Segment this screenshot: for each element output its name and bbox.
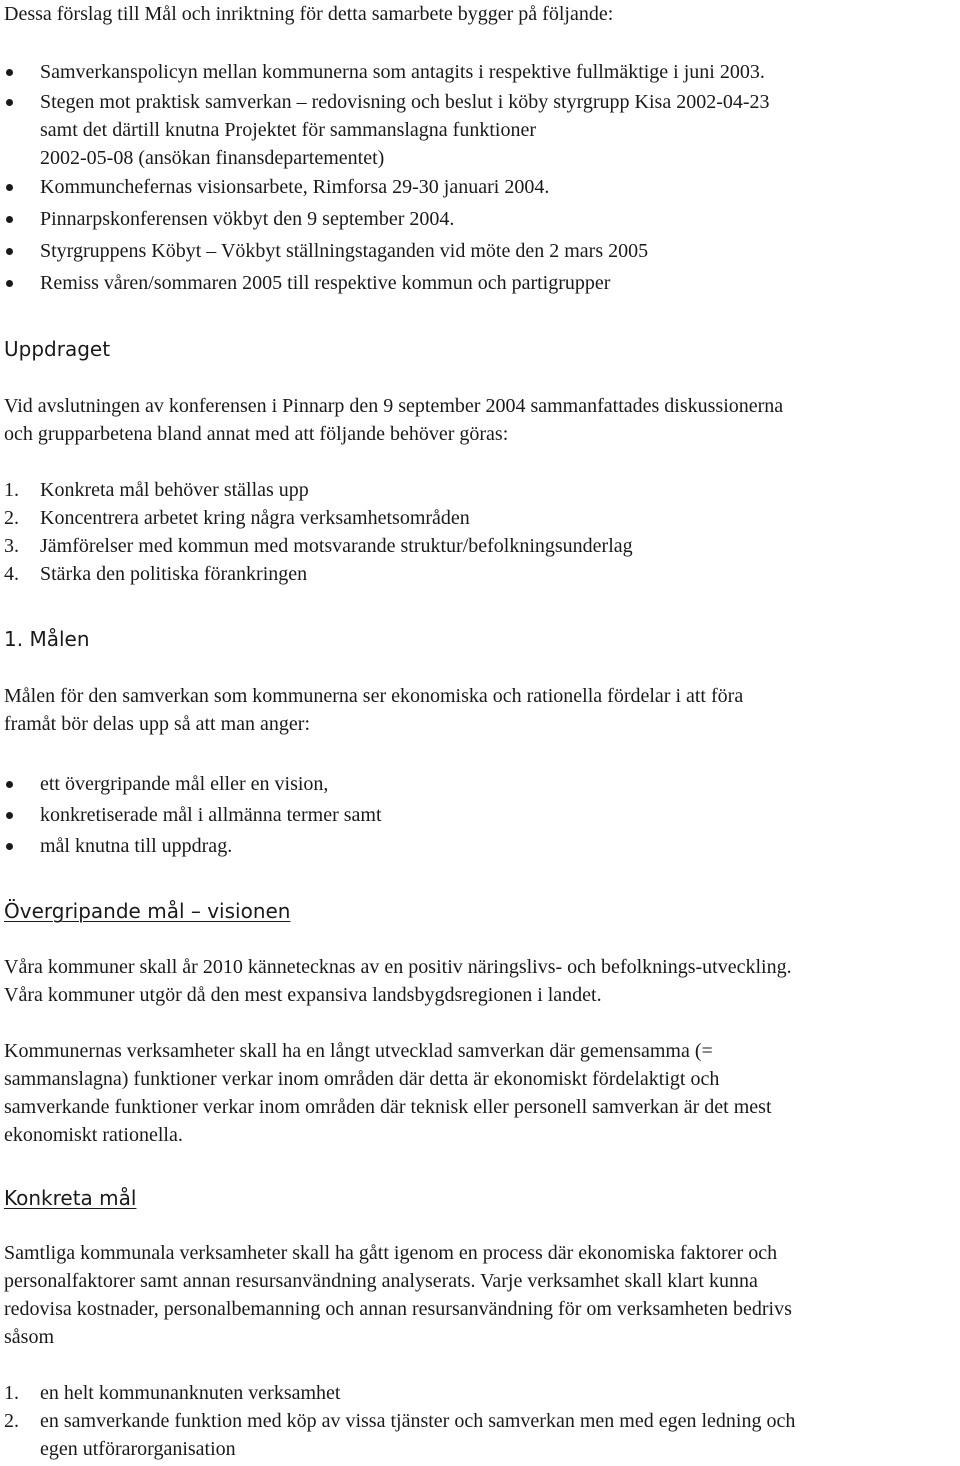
paragraph-line: framåt bör delas upp så att man anger: <box>4 713 310 735</box>
numbered-item <box>0 476 956 504</box>
paragraph-line: sammanslagna) funktioner verkar inom områden där detta är ekonomiskt fördelaktigt och <box>4 1068 720 1090</box>
bullet-icon <box>6 781 13 788</box>
list-item <box>0 237 956 265</box>
item-text: en helt kommunanknuten verksamhet <box>40 1382 341 1404</box>
list-item <box>0 770 956 798</box>
section-heading-malen: 1. Målen <box>4 627 90 651</box>
bullet-icon <box>6 812 13 819</box>
bullet-icon <box>6 99 13 106</box>
list-item <box>0 88 956 116</box>
bullet-icon <box>6 216 13 223</box>
list-item-text: Stegen mot praktisk samverkan – redovisning och beslut i köby styrgrupp Kisa 2002-04-23 <box>40 91 770 113</box>
item-text: Koncentrera arbetet kring några verksamhetsområden <box>40 507 470 529</box>
list-item <box>0 269 956 297</box>
item-number: 1. <box>4 1382 19 1404</box>
list-item-text: Pinnarpskonferensen vökbyt den 9 september 2004. <box>40 208 455 230</box>
numbered-item <box>0 1407 956 1435</box>
list-item-text: Kommunchefernas visionsarbete, Rimforsa 29-30 januari 2004. <box>40 176 550 198</box>
subheading-konkreta: Konkreta mål <box>4 1186 137 1210</box>
list-item-text: 2002-05-08 (ansökan finansdepartementet) <box>40 147 385 169</box>
paragraph-line: Målen för den samverkan som kommunerna ser ekonomiska och rationella fördelar i att föra <box>4 685 744 707</box>
list-item-text: ett övergripande mål eller en vision, <box>40 773 329 795</box>
list-item-text: Styrgruppens Köbyt – Vökbyt ställningstaganden vid möte den 2 mars 2005 <box>40 240 649 262</box>
numbered-item <box>0 1379 956 1407</box>
paragraph-line: ekonomiskt rationella. <box>4 1124 183 1146</box>
paragraph-line: Samtliga kommunala verksamheter skall ha gått igenom en process där ekonomiska faktorer och <box>4 1242 778 1264</box>
item-text: egen utförarorganisation <box>40 1438 236 1460</box>
list-item-text: Remiss våren/sommaren 2005 till respektive kommun och partigrupper <box>40 272 611 294</box>
bullet-icon <box>6 248 13 255</box>
list-item-continuation <box>0 116 956 144</box>
numbered-item <box>0 504 956 532</box>
paragraph-line: och grupparbetena bland annat med att följande behöver göras: <box>4 423 509 445</box>
list-item <box>0 205 956 233</box>
item-number: 1. <box>4 479 19 501</box>
list-item-continuation <box>0 144 956 172</box>
numbered-item <box>0 560 956 588</box>
bullet-icon <box>6 69 13 76</box>
list-item-text: Samverkanspolicyn mellan kommunerna som antagits i respektive fullmäktige i juni 2003. <box>40 61 765 83</box>
paragraph-line: Våra kommuner skall år 2010 kännetecknas av en positiv näringslivs- och befolknings-utveckling. <box>4 956 792 978</box>
paragraph-line: såsom <box>4 1326 54 1348</box>
intro-text: Dessa förslag till Mål och inriktning för detta samarbete bygger på följande: <box>4 3 614 25</box>
numbered-item-continuation <box>0 1435 956 1463</box>
bullet-icon <box>6 843 13 850</box>
bullet-icon <box>6 184 13 191</box>
item-number: 2. <box>4 507 19 529</box>
item-number: 4. <box>4 563 19 585</box>
list-item <box>0 832 956 860</box>
item-number: 3. <box>4 535 19 557</box>
list-item-text: samt det därtill knutna Projektet för sammanslagna funktioner <box>40 119 536 141</box>
section-heading-uppdraget: Uppdraget <box>4 337 111 361</box>
paragraph-line: Vid avslutningen av konferensen i Pinnarp den 9 september 2004 sammanfattades diskussionerna <box>4 395 784 417</box>
subheading-overgripande: Övergripande mål – visionen <box>4 899 291 923</box>
list-item <box>0 58 956 86</box>
list-item <box>0 173 956 201</box>
paragraph-line: Våra kommuner utgör då den mest expansiva landsbygdsregionen i landet. <box>4 984 602 1006</box>
item-text: Konkreta mål behöver ställas upp <box>40 479 309 501</box>
paragraph-line: Kommunernas verksamheter skall ha en långt utvecklad samverkan där gemensamma (= <box>4 1040 713 1062</box>
item-text: Jämförelser med kommun med motsvarande struktur/befolkningsunderlag <box>40 535 633 557</box>
item-text: en samverkande funktion med köp av vissa tjänster och samverkan men med egen ledning och <box>40 1410 796 1432</box>
item-text: Stärka den politiska förankringen <box>40 563 308 585</box>
list-item-text: mål knutna till uppdrag. <box>40 835 233 857</box>
item-number: 2. <box>4 1410 19 1432</box>
bullet-icon <box>6 280 13 287</box>
paragraph-line: samverkande funktioner verkar inom områden där teknisk eller personell samverkan är det mest <box>4 1096 772 1118</box>
numbered-item <box>0 532 956 560</box>
paragraph-line: redovisa kostnader, personalbemanning och annan resursanvändning för om verksamheten bedrivs <box>4 1298 792 1320</box>
paragraph-line: personalfaktorer samt annan resursanvändning analyserats. Varje verksamhet skall klart kunna <box>4 1270 758 1292</box>
list-item-text: konkretiserade mål i allmänna termer samt <box>40 804 382 826</box>
list-item <box>0 801 956 829</box>
